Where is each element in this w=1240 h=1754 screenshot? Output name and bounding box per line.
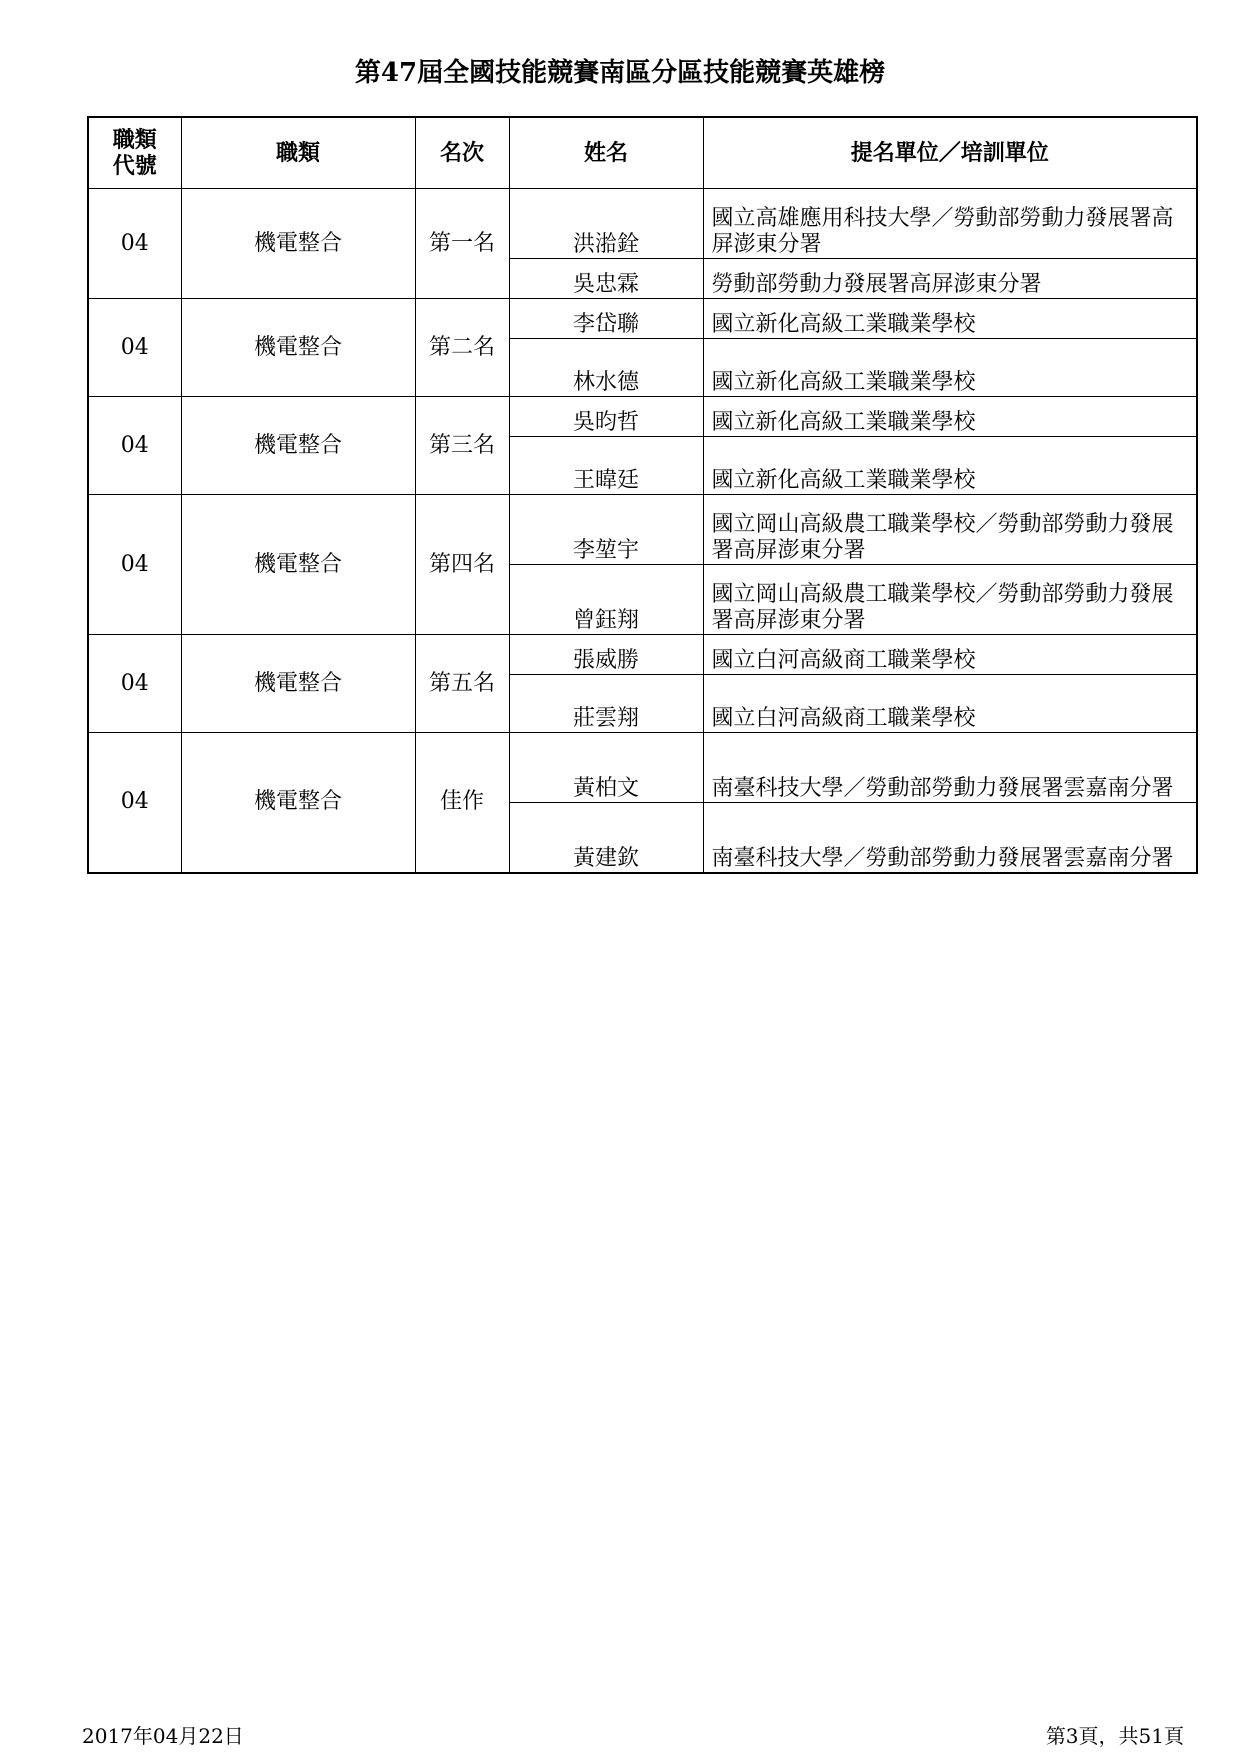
entrant-name: 黃建欽 (509, 803, 703, 873)
page-title: 第47屆全國技能競賽南區分區技能競賽英雄榜 (354, 58, 886, 88)
entrant-unit: 國立白河高級商工職業學校 (703, 635, 1197, 675)
entrant-unit: 國立白河高級商工職業學校 (703, 675, 1197, 733)
entrant-unit: 勞動部勞動力發展署高屏澎東分署 (703, 259, 1197, 299)
table-body (88, 189, 1197, 873)
group-category: 機電整合 (181, 635, 415, 733)
group-rank: 第五名 (415, 635, 509, 733)
group-category: 機電整合 (181, 733, 415, 873)
table-row (88, 635, 1197, 675)
entrant-name: 曾鈺翔 (509, 565, 703, 635)
footer-date: 2017年04月22日 (82, 1724, 244, 1748)
entrant-name: 李岱聯 (509, 299, 703, 339)
header-rank: 名次 (415, 117, 509, 189)
header-unit: 提名單位／培訓單位 (703, 117, 1197, 189)
entrant-unit: 南臺科技大學／勞動部勞動力發展署雲嘉南分署 (703, 733, 1197, 803)
entrant-unit: 國立新化高級工業職業學校 (703, 299, 1197, 339)
group-code: 04 (88, 733, 181, 873)
group-code: 04 (88, 397, 181, 495)
entrant-name: 李堃宇 (509, 495, 703, 565)
entrant-name: 洪湁銓 (509, 189, 703, 259)
table-row (88, 299, 1197, 339)
entrant-name: 黃柏文 (509, 733, 703, 803)
entrant-unit: 國立岡山高級農工職業學校／勞動部勞動力發展署高屏澎東分署 (703, 495, 1197, 565)
table-row (88, 189, 1197, 259)
group-code: 04 (88, 495, 181, 635)
footer-page-number: 第3頁，共51頁 (1045, 1724, 1184, 1748)
table-header-row (88, 117, 1197, 189)
group-rank: 佳作 (415, 733, 509, 873)
entrant-unit: 國立新化高級工業職業學校 (703, 437, 1197, 495)
entrant-name: 吳昀哲 (509, 397, 703, 437)
group-category: 機電整合 (181, 495, 415, 635)
entrant-unit: 國立新化高級工業職業學校 (703, 339, 1197, 397)
entrant-name: 吳忠霖 (509, 259, 703, 299)
entrant-name: 王暐廷 (509, 437, 703, 495)
header-code-line1: 職類 (112, 127, 157, 153)
group-rank: 第二名 (415, 299, 509, 397)
group-rank: 第一名 (415, 189, 509, 299)
entrant-unit: 國立新化高級工業職業學校 (703, 397, 1197, 437)
table-row (88, 397, 1197, 437)
entrant-unit: 國立高雄應用科技大學／勞動部勞動力發展署高屏澎東分署 (703, 189, 1197, 259)
header-name: 姓名 (509, 117, 703, 189)
group-category: 機電整合 (181, 299, 415, 397)
entrant-name: 林水德 (509, 339, 703, 397)
group-category: 機電整合 (181, 189, 415, 299)
entrant-unit: 南臺科技大學／勞動部勞動力發展署雲嘉南分署 (703, 803, 1197, 873)
group-code: 04 (88, 189, 181, 299)
group-rank: 第三名 (415, 397, 509, 495)
hero-roster-table (87, 116, 1198, 874)
group-rank: 第四名 (415, 495, 509, 635)
table-row (88, 495, 1197, 565)
entrant-name: 莊雲翔 (509, 675, 703, 733)
entrant-name: 張威勝 (509, 635, 703, 675)
header-category: 職類 (181, 117, 415, 189)
group-code: 04 (88, 635, 181, 733)
header-code (88, 117, 181, 189)
entrant-unit: 國立岡山高級農工職業學校／勞動部勞動力發展署高屏澎東分署 (703, 565, 1197, 635)
group-category: 機電整合 (181, 397, 415, 495)
group-code: 04 (88, 299, 181, 397)
header-code-line2: 代號 (112, 153, 157, 179)
table-row (88, 733, 1197, 803)
